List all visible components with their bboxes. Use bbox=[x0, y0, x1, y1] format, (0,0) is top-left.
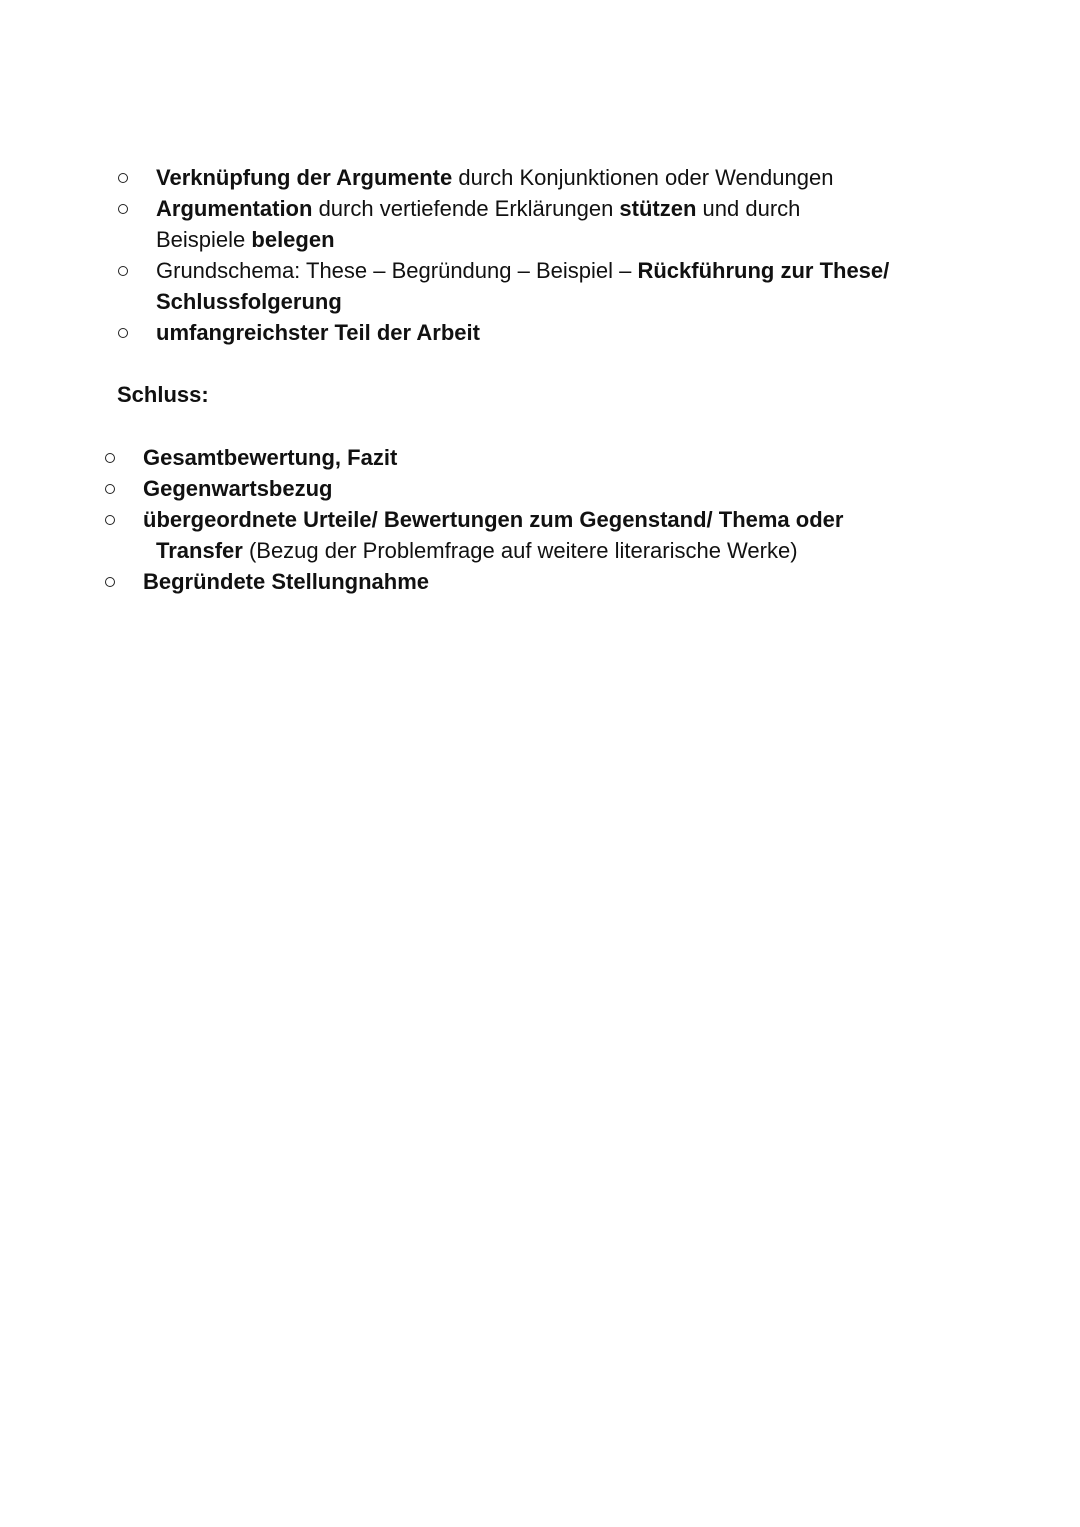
list-item: umfangreichster Teil der Arbeit bbox=[156, 317, 889, 348]
list-item: Argumentation durch vertiefende Erklärungen stützen und durch Beispiele belegen bbox=[156, 193, 889, 255]
bullet-circle-icon bbox=[118, 193, 132, 224]
bullet-circle-icon bbox=[118, 255, 132, 286]
list-item: übergeordnete Urteile/ Bewertungen zum Gegenstand/ Thema oder Transfer (Bezug der Problemfrage auf weitere literarische Werke) bbox=[143, 504, 843, 566]
list-item: Grundschema: These – Begründung – Beispiel – Rückführung zur These/ Schlussfolgerung bbox=[156, 255, 889, 317]
schluss-list bbox=[143, 442, 843, 597]
bullet-circle-icon bbox=[105, 473, 119, 504]
bullet-circle-icon bbox=[105, 566, 119, 597]
bullet-circle-icon bbox=[105, 504, 119, 535]
list-item: Verknüpfung der Argumente durch Konjunktionen oder Wendungen bbox=[156, 162, 889, 193]
list-item: Gesamtbewertung, Fazit bbox=[143, 442, 843, 473]
section-heading-schluss: Schluss: bbox=[117, 382, 209, 407]
list-item: Begründete Stellungnahme bbox=[143, 566, 843, 597]
bullet-circle-icon bbox=[118, 317, 132, 348]
main-part-list bbox=[156, 162, 889, 348]
list-item: Gegenwartsbezug bbox=[143, 473, 843, 504]
bullet-circle-icon bbox=[105, 442, 119, 473]
bullet-circle-icon bbox=[118, 162, 132, 193]
